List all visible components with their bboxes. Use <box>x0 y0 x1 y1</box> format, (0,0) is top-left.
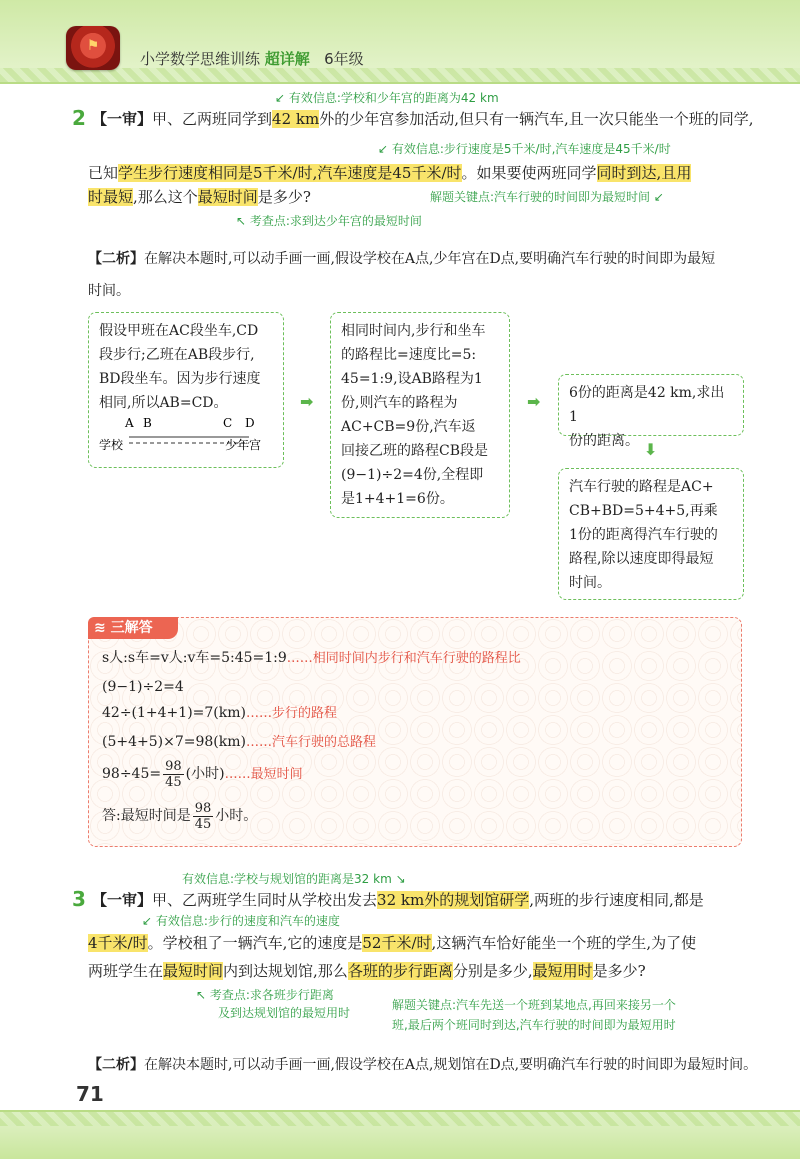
answer-line-2: (9−1)÷2=4 <box>102 679 184 695</box>
q3-analysis: 【二析】在解决本题时,可以动手画一画,假设学校在A点,规划馆在D点,要明确汽车行驶的时间即为最短时间。 <box>88 1057 758 1073</box>
palace-label: 少年宫 <box>225 438 262 452</box>
q2-line2: 已知学生步行速度相同是5千米/时,汽车速度是45千米/时。如果要使两班同学同时到达,且用 <box>88 164 692 182</box>
header-band <box>0 0 800 84</box>
q2-line1: 【一审】甲、乙两班同学到42 km外的少年宫参加活动,但只有一辆汽车,且一次只能坐一个班的同学, <box>92 110 754 128</box>
flow-box-3: 6份的距离是42 km,求出1 份的距离。 <box>558 374 744 436</box>
fraction: $\frac{98}{45}$ <box>165 758 182 790</box>
publisher-logo: ⚑ <box>66 26 120 70</box>
q3-note-key-1: 解题关键点:汽车先送一个班到某地点,再回来接另一个 <box>392 998 676 1012</box>
q3-line1: 【一审】甲、乙两班学生同时从学校出发去32 km外的规划馆研学,两班的步行速度相同,都是 <box>92 891 704 909</box>
arrow-right-2: ➡ <box>527 392 541 411</box>
svg-text:D: D <box>245 416 255 430</box>
q3-note-distance: 有效信息:学校与规划馆的距离是32 km ↘ <box>182 872 406 886</box>
svg-text:C: C <box>223 416 233 430</box>
grade-label: 6年级 <box>324 50 364 68</box>
arrow-down: ⬇ <box>644 440 658 459</box>
flow-box-4: 汽车行驶的路程是AC+ CB+BD=5+4+5,再乘 1份的距离得汽车行驶的 路程,除以速度即得最短 时间。 <box>558 468 744 600</box>
q2-note-test: ↖ 考查点:求到达少年宫的最短时间 <box>236 214 422 228</box>
q3-note-test-2: 及到达规划馆的最短用时 <box>218 1006 351 1020</box>
segment-diagram <box>99 415 275 455</box>
answer-tab: ≋ 三解答 <box>88 617 178 639</box>
q3-note-test-1: ↖ 考查点:求各班步行距离 <box>196 988 334 1002</box>
flow-box-1: 假设甲班在AC段坐车,CD 段步行;乙班在AB段步行, BD段坐车。因为步行速度 相同,所以AB=CD。 A B C D 学校 少年宫 <box>88 312 284 468</box>
answer-final: 答:最短时间是 $\frac{98}{45}$ 小时。 <box>102 800 258 832</box>
q3-number: 3 <box>72 887 86 911</box>
svg-text:A: A <box>125 416 134 430</box>
footer-band <box>0 1110 800 1159</box>
q3-note-key-2: 班,最后两个班同时到达,汽车行驶的时间即为最短用时 <box>392 1018 676 1032</box>
answer-line-3: 42÷(1+4+1)=7(km)……步行的路程 <box>102 705 337 721</box>
q2-number: 2 <box>72 106 86 130</box>
q2-note-speed: ↙ 有效信息:步行速度是5千米/时,汽车速度是45千米/时 <box>378 142 671 156</box>
series-name: 小学数学思维训练 <box>140 50 261 68</box>
school-label: 学校 <box>99 438 124 452</box>
q2-line3: 时最短,那么这个最短时间是多少? <box>88 188 311 206</box>
answer-line-1: s人:s车=v人:v车=5:45=1:9……相同时间内步行和汽车行驶的路程比 <box>102 650 521 666</box>
svg-text:B: B <box>143 416 152 430</box>
arrow-right-1: ➡ <box>300 392 314 411</box>
answer-line-5: 98÷45= $\frac{98}{45}$ (小时)……最短时间 <box>102 758 303 790</box>
series-highlight: 超详解 <box>264 50 310 68</box>
q3-note-speed: ↙ 有效信息:步行的速度和汽车的速度 <box>142 914 340 928</box>
flow-box-2: 相同时间内,步行和坐车 的路程比=速度比=5: 45=1:9,设AB路程为1 份,则汽车的路程为 AC+CB=9份,汽车返 回接乙班的路程CB段是 (9−1)÷2=4份,全程即 是1+4+1=6份。 <box>330 312 510 518</box>
answer-line-4: (5+4+5)×7=98(km)……汽车行驶的总路程 <box>102 734 376 750</box>
q3-line2: 4千米/时。学校租了一辆汽车,它的速度是52千米/时,这辆汽车恰好能坐一个班的学生,为了使 <box>88 934 697 952</box>
q3-line3: 两班学生在最短时间内到达规划馆,那么各班的步行距离分别是多少,最短用时是多少? <box>88 962 646 980</box>
fraction: $\frac{98}{45}$ <box>194 800 212 832</box>
q2-note-distance: ↙ 有效信息:学校和少年宫的距离为42 km <box>275 91 499 105</box>
page-number: 71 <box>76 1082 104 1106</box>
book-title <box>140 48 364 69</box>
q2-analysis: 【二析】在解决本题时,可以动手画一画,假设学校在A点,少年宫在D点,要明确汽车行驶的时间即为最短 <box>88 251 716 267</box>
q2-analysis-cont: 时间。 <box>88 283 130 299</box>
q2-note-key: 解题关键点:汽车行驶的时间即为最短时间 ↙ <box>430 190 664 204</box>
